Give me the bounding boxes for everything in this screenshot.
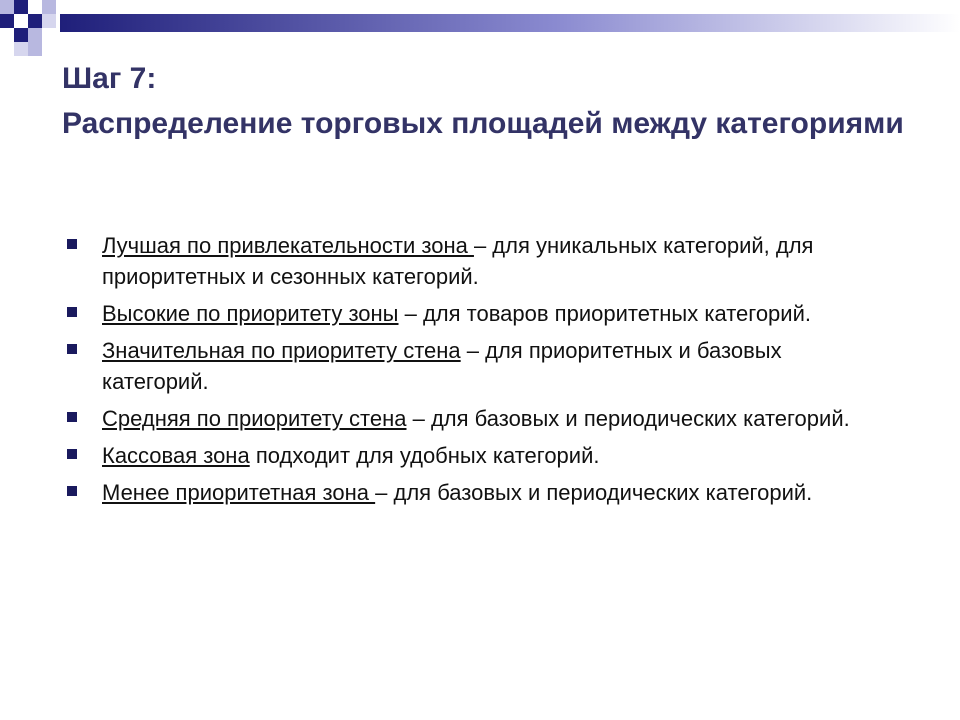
zone-term: Кассовая зона (102, 443, 250, 468)
square-bullet-icon (67, 412, 77, 422)
list-item (66, 230, 886, 292)
zone-description: – для уникальных категорий, для приоритетных и сезонных категорий. (102, 233, 814, 289)
square-bullet-icon (67, 307, 77, 317)
list-item (66, 335, 886, 397)
list-item (66, 477, 886, 508)
slide-title (62, 56, 922, 146)
square-bullet-icon (67, 486, 77, 496)
list-item (66, 440, 886, 471)
zone-description: – для базовых и периодических категорий. (406, 406, 850, 431)
zone-description: – для базовых и периодических категорий. (375, 480, 813, 505)
list-item (66, 298, 886, 329)
header-decoration-graphic (0, 0, 960, 60)
square-bullet-icon (67, 239, 77, 249)
zone-term: Значительная по приоритету стена (102, 338, 461, 363)
list-item (66, 403, 886, 434)
zone-term: Лучшая по привлекательности зона (102, 233, 474, 258)
title-heading: Распределение торговых площадей между категориями (62, 107, 904, 140)
title-step: Шаг 7: (62, 62, 157, 95)
square-bullet-icon (67, 449, 77, 459)
zone-description: – для приоритетных и базовых категорий. (102, 338, 782, 394)
zone-description: – для товаров приоритетных категорий. (398, 301, 811, 326)
zone-term: Менее приоритетная зона (102, 480, 376, 505)
zone-description: подходит для удобных категорий. (249, 443, 600, 468)
zone-term: Средняя по приоритету стена (102, 406, 407, 431)
square-bullet-icon (67, 344, 77, 354)
header-decoration (0, 0, 960, 60)
zone-term: Высокие по приоритету зоны (102, 301, 399, 326)
bullet-list (66, 230, 886, 514)
